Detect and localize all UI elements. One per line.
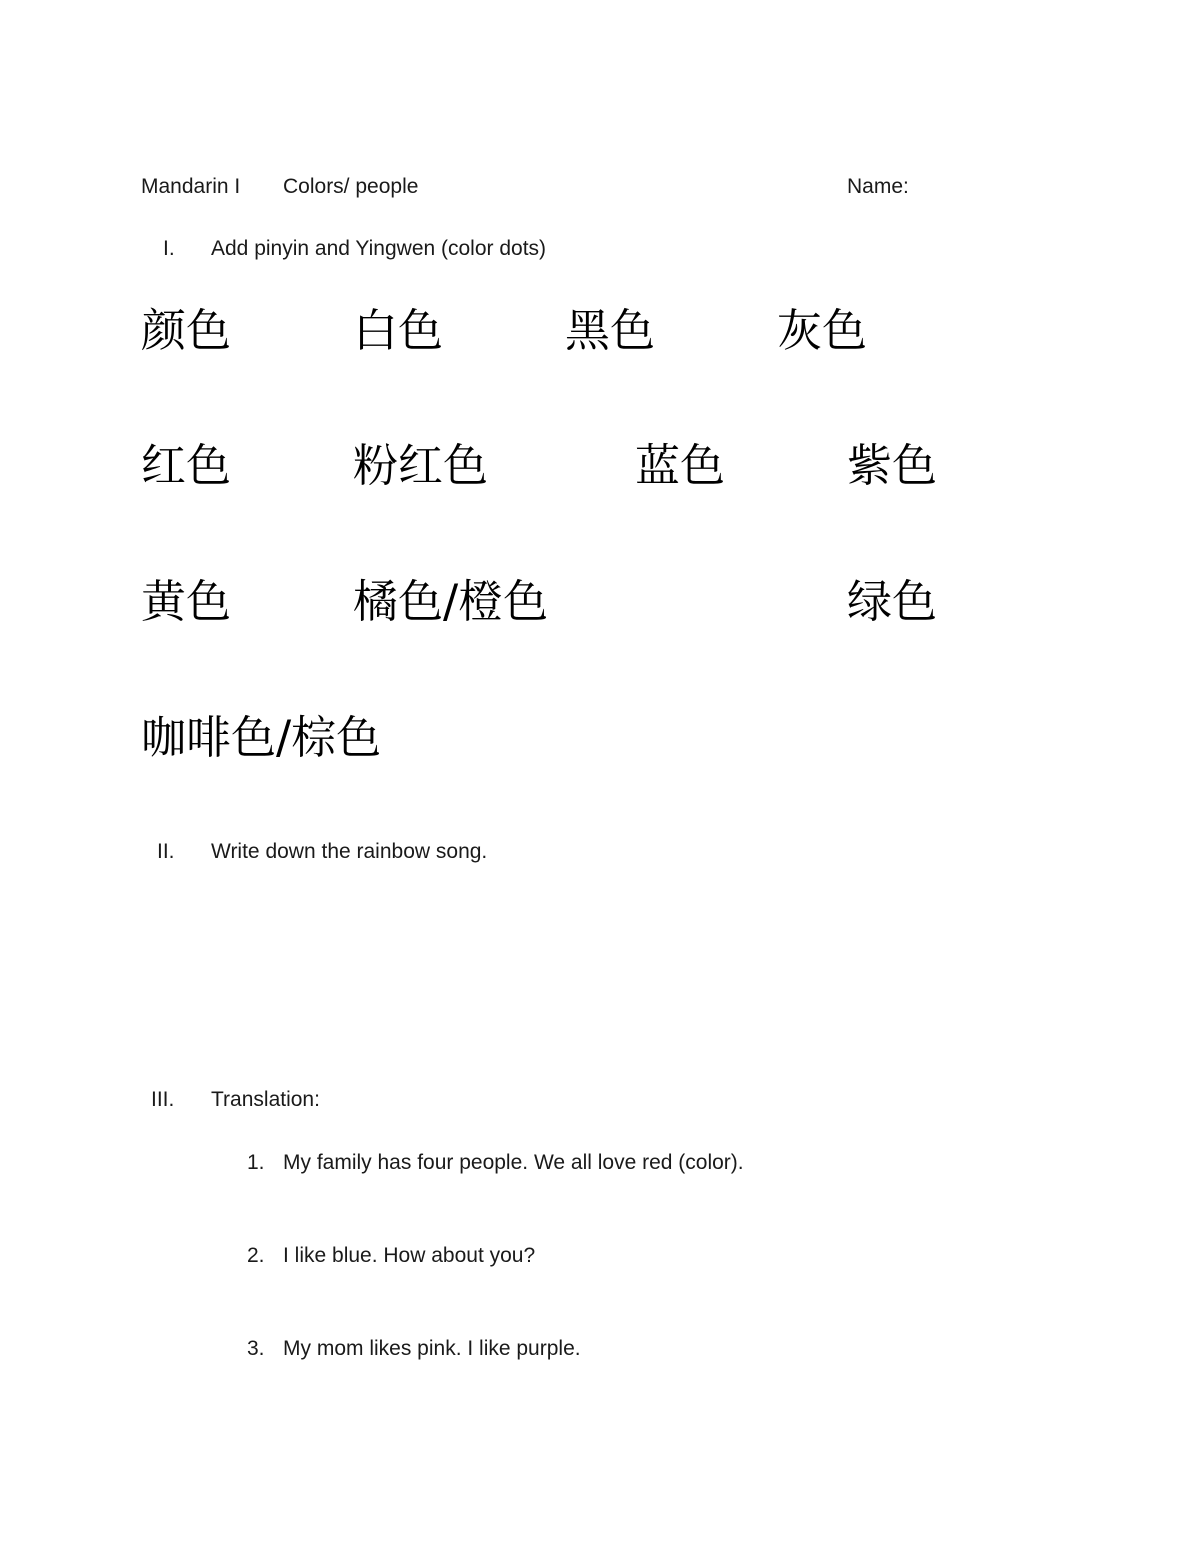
color-word-zise: 紫色 — [847, 439, 938, 492]
color-word-fenhongse: 粉红色 — [353, 439, 489, 492]
translation-item-2-text: I like blue. How about you? — [283, 1244, 536, 1267]
section-1-numeral: I. — [163, 237, 175, 260]
color-word-lanse: 蓝色 — [635, 439, 726, 492]
translation-item-2-number: 2. — [247, 1244, 265, 1267]
course-title: Mandarin I — [141, 175, 241, 198]
section-1-instruction: Add pinyin and Yingwen (color dots) — [211, 237, 547, 260]
color-word-lvse: 绿色 — [847, 575, 938, 628]
color-word-baise: 白色 — [353, 304, 444, 357]
translation-item-1-number: 1. — [247, 1151, 265, 1174]
color-word-yanse: 颜色 — [141, 304, 232, 357]
color-word-huise: 灰色 — [777, 304, 868, 357]
color-word-huangse: 黄色 — [141, 575, 232, 628]
section-3-numeral: III. — [151, 1088, 175, 1111]
section-2-numeral: II. — [157, 840, 175, 863]
name-label: Name: — [847, 175, 909, 198]
translation-item-3-text: My mom likes pink. I like purple. — [283, 1337, 581, 1360]
translation-item-1-text: My family has four people. We all love red (color). — [283, 1151, 744, 1174]
color-word-hongse: 红色 — [141, 439, 232, 492]
translation-item-3-number: 3. — [247, 1337, 265, 1360]
color-word-heise: 黑色 — [565, 304, 656, 357]
color-word-kafeise-zongse: 咖啡色/棕色 — [141, 711, 382, 764]
worksheet-topic: Colors/ people — [283, 175, 419, 198]
section-3-instruction: Translation: — [211, 1088, 320, 1111]
section-2-instruction: Write down the rainbow song. — [211, 840, 488, 863]
color-word-juse-chengse: 橘色/橙色 — [353, 575, 549, 628]
